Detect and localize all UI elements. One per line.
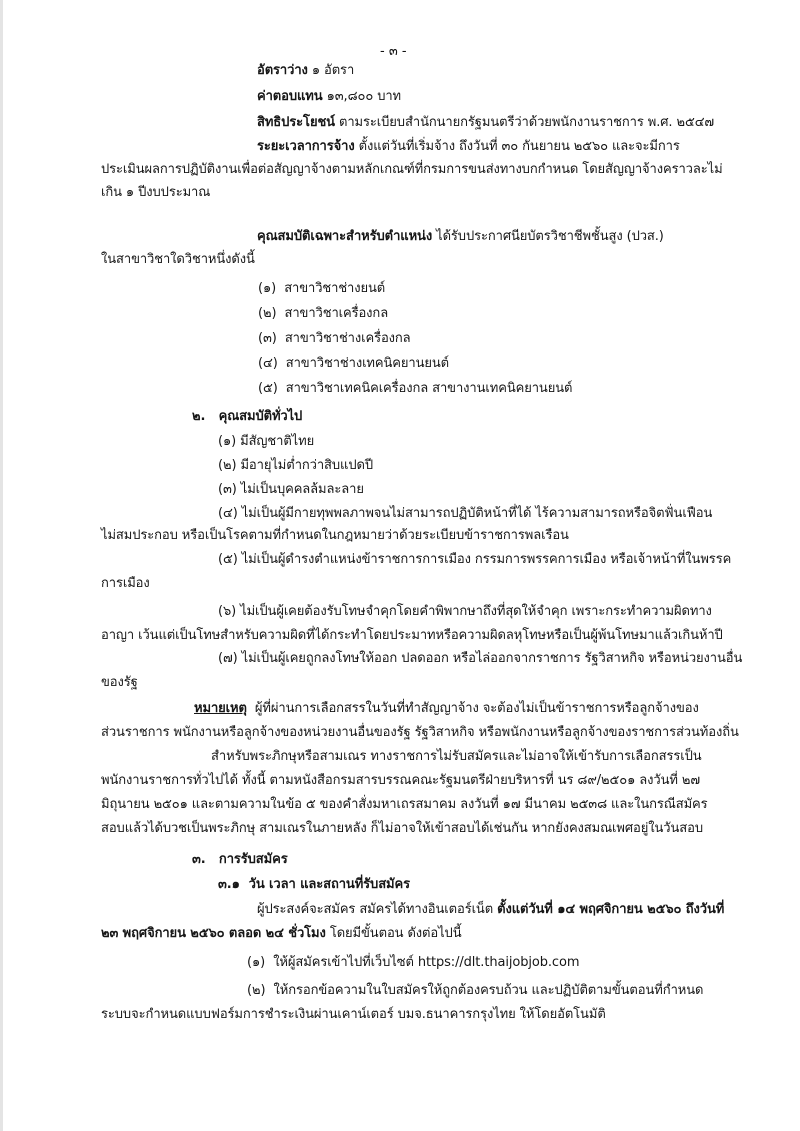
qualification-value: ได้รับประกาศนียบัตรวิชาชีพชั้นสูง (ปวส.) [436, 229, 664, 244]
major-item: (๕) สาขาวิชาเทคนิคเครื่องกล สาขางานเทคนิคยานยนต์ [258, 381, 573, 396]
note-label: หมายเหตุ [194, 701, 247, 716]
apply-website-link[interactable]: https://dlt.thaijobjob.com [417, 955, 580, 970]
apply-step-2: (๒) ให้กรอกข้อความในใบสมัครให้ถูกต้องครบถ้วน และปฏิบัติตามขั้นตอนที่กำหนด [247, 983, 704, 998]
period-line-2: ประเมินผลการปฏิบัติงานเพื่อต่อสัญญาจ้างตามหลักเกณฑ์ที่กรมการขนส่งทางบกกำหนด โดยสัญญาจ้างคราวละไม่ [101, 162, 723, 177]
general-qual-item: (๔) ไม่เป็นผู้มีกายทุพพลภาพจนไม่สามารถปฏิบัติหน้าที่ได้ ไร้ความสามารถหรือจิตฟั่นเฟือน [218, 506, 713, 521]
page-number: - ๓ - [380, 44, 407, 59]
general-qual-item-cont: อาญา เว้นแต่เป็นโทษสำหรับความผิดที่ได้กระทำโดยประมาทหรือความผิดลหุโทษหรือเป็นผู้พ้นโทษมาแล้วเกินห้าปี [101, 628, 723, 643]
general-qual-item-cont: ไม่สมประกอบ หรือเป็นโรคตามที่กำหนดในกฎหมายว่าด้วยระเบียบข้าราชการพลเรือน [101, 528, 569, 543]
vacancies-row [257, 62, 354, 80]
apply-line-2: ๒๓ พฤศจิกายน ๒๕๖๐ ตลอด ๒๔ ชั่วโมง โดยมีขั้นตอน ดังต่อไปนี้ [101, 926, 462, 941]
general-qual-item: (๒) มีอายุไม่ต่ำกว่าสิบแปดปี [218, 458, 373, 473]
general-qual-item: (๕) ไม่เป็นผู้ดำรงตำแหน่งข้าราชการการเมือง กรรมการพรรคการเมือง หรือเจ้าหน้าที่ในพรรค [218, 552, 732, 567]
apply-line-1: ผู้ประสงค์จะสมัคร สมัครได้ทางอินเตอร์เน็ต ตั้งแต่วันที่ ๑๔ พฤศจิกายน ๒๕๖๐ ถึงวันที่ [257, 902, 725, 917]
general-qual-item: (๓) ไม่เป็นบุคคลล้มละลาย [218, 482, 364, 497]
benefits-label: สิทธิประโยชน์ [257, 115, 335, 130]
monk-line-3: มิถุนายน ๒๕๐๑ และตามความในข้อ ๕ ของคำสั่งมหาเถรสมาคม ลงวันที่ ๑๗ มีนาคม ๒๕๓๘ และในกรณีสมัคร [101, 797, 708, 812]
major-item: (๔) สาขาวิชาช่างเทคนิคยานยนต์ [258, 356, 450, 371]
note-row [194, 700, 699, 718]
qualification-label: คุณสมบัติเฉพาะสำหรับตำแหน่ง [257, 229, 433, 244]
qualification-line-2: ในสาขาวิชาใดวิชาหนึ่งดังนี้ [101, 252, 255, 267]
salary-value: ๑๓,๘๐๐ บาท [326, 89, 402, 104]
general-qual-item-cont: การเมือง [101, 576, 150, 591]
qualification-row [257, 228, 664, 246]
period-label: ระยะเวลาการจ้าง [257, 139, 355, 154]
section-3-1-heading: ๓.๑ วัน เวลา และสถานที่รับสมัคร [218, 877, 410, 892]
section-2-heading: ๒. คุณสมบัติทั่วไป [192, 409, 303, 424]
scan-edge [0, 0, 3, 1131]
general-qual-item: (๗) ไม่เป็นผู้เคยถูกลงโทษให้ออก ปลดออก หรือไล่ออกจากราชการ รัฐวิสาหกิจ หรือหน่วยงานอื่น [218, 651, 743, 666]
section-3-heading: ๓. การรับสมัคร [192, 852, 288, 867]
salary-row [257, 88, 401, 106]
general-qual-item: (๑) มีสัญชาติไทย [218, 434, 315, 449]
benefits-value: ตามระเบียบสำนักนายกรัฐมนตรีว่าด้วยพนักงานราชการ พ.ศ. ๒๕๔๗ [339, 115, 715, 130]
period-line-3: เกิน ๑ ปีงบประมาณ [101, 185, 211, 200]
period-row [257, 138, 680, 156]
major-item: (๓) สาขาวิชาช่างเครื่องกล [258, 331, 411, 346]
apply-step-1: (๑) ให้ผู้สมัครเข้าไปที่เว็บไซต์ https://dlt.thaijobjob.com [247, 955, 580, 970]
vacancies-label: อัตราว่าง [257, 63, 308, 78]
general-qual-item-cont: ของรัฐ [101, 675, 138, 690]
period-value: ตั้งแต่วันที่เริ่มจ้าง ถึงวันที่ ๓๐ กันยายน ๒๕๖๐ และจะมีการ [358, 139, 680, 154]
major-item: (๒) สาขาวิชาเครื่องกล [258, 306, 389, 321]
vacancies-value: ๑ อัตรา [311, 63, 355, 78]
apply-step-2-cont: ระบบจะกำหนดแบบฟอร์มการชำระเงินผ่านเคาน์เตอร์ บมจ.ธนาคารกรุงไทย ให้โดยอัตโนมัติ [101, 1007, 606, 1022]
note-text: ผู้ที่ผ่านการเลือกสรรในวันที่ทำสัญญาจ้าง จะต้องไม่เป็นข้าราชการหรือลูกจ้างของ [254, 701, 699, 716]
benefits-row [257, 114, 714, 132]
salary-label: ค่าตอบแทน [257, 89, 323, 104]
monk-line-1: สำหรับพระภิกษุหรือสามเณร ทางราชการไม่รับสมัครและไม่อาจให้เข้ารับการเลือกสรรเป็น [211, 749, 702, 764]
monk-line-4: สอบแล้วได้บวชเป็นพระภิกษุ สามเณรในภายหลัง ก็ไม่อาจให้เข้าสอบได้เช่นกัน หากยังคงสมณเพศอยู่ในวันสอบ [101, 821, 703, 836]
general-qual-item: (๖) ไม่เป็นผู้เคยต้องรับโทษจำคุกโดยคำพิพากษาถึงที่สุดให้จำคุก เพราะกระทำความผิดทาง [218, 604, 712, 619]
note-line-2: ส่วนราชการ พนักงานหรือลูกจ้างของหน่วยงานอื่นของรัฐ รัฐวิสาหกิจ หรือพนักงานหรือลูกจ้างของราชการส่วนท้องถิ่น [101, 725, 739, 740]
monk-line-2: พนักงานราชการทั่วไปได้ ทั้งนี้ ตามหนังสือกรมสารบรรณคณะรัฐมนตรีฝ่ายบริหารที่ นร ๘๙/๒๕๐๑ ลงวันที่ ๒๗ [101, 773, 701, 788]
major-item: (๑) สาขาวิชาช่างยนต์ [258, 281, 386, 296]
